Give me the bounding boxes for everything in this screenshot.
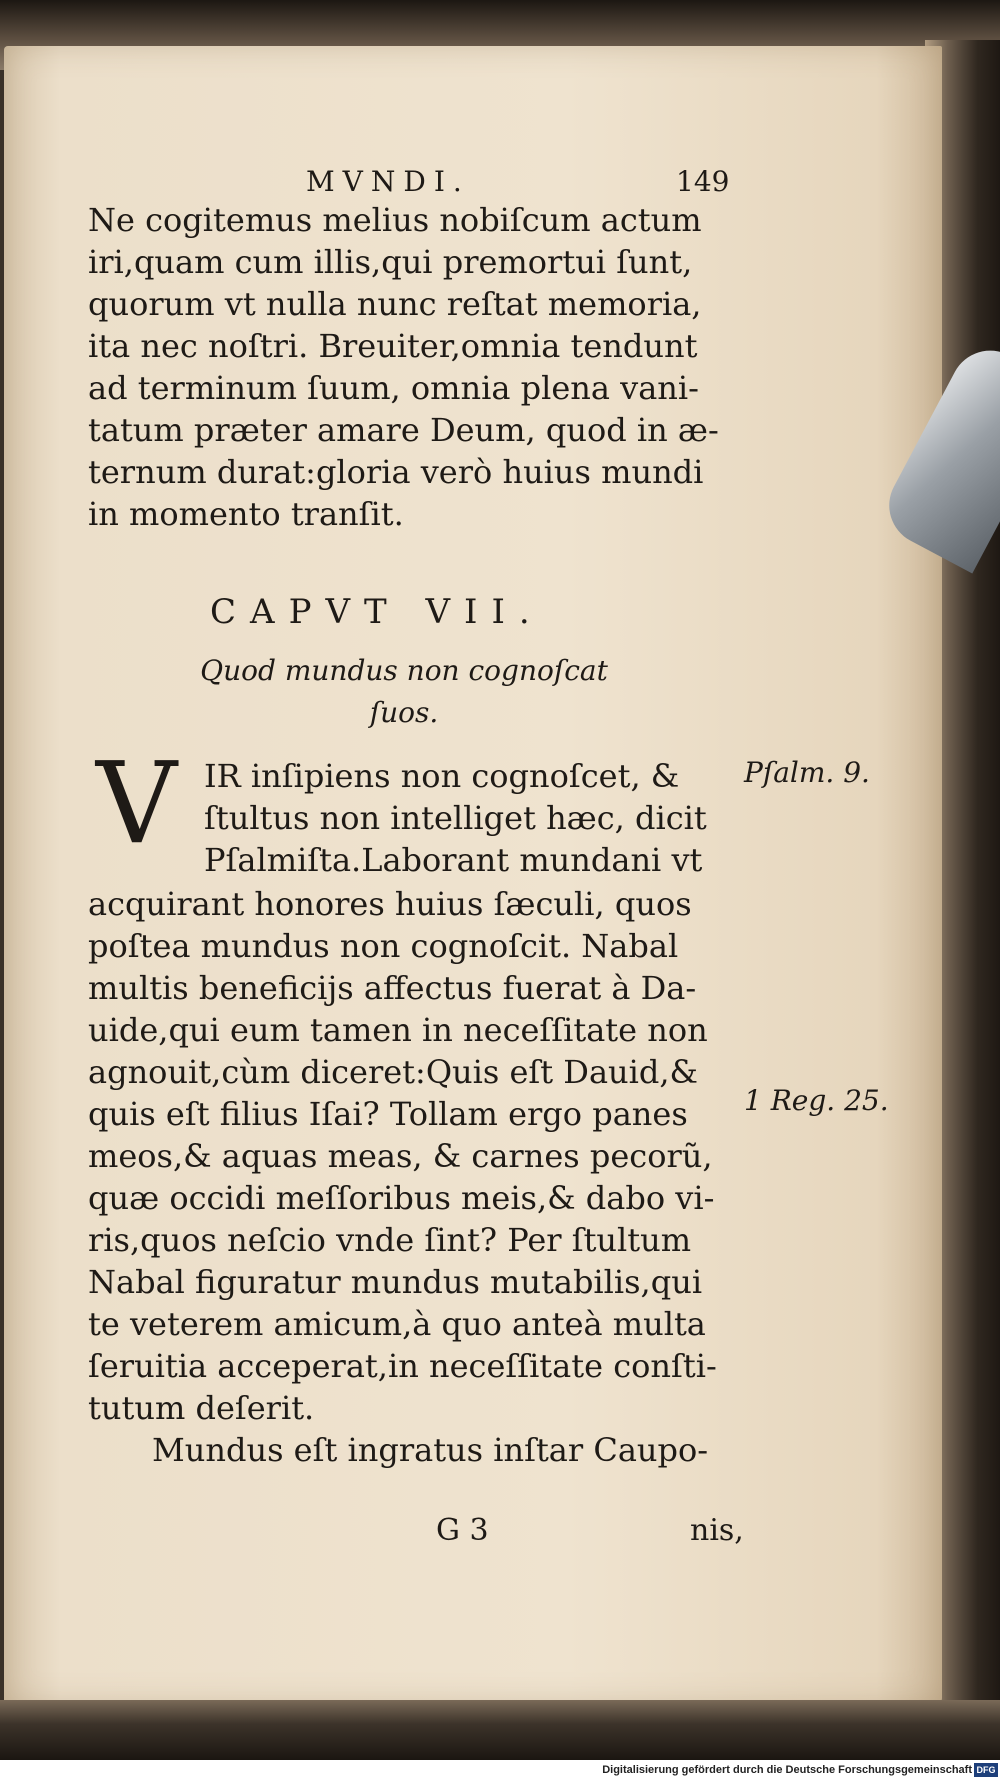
- text-line: acquirant honores huius ſæculi, quos: [88, 885, 692, 923]
- book-binding-bottom: [0, 1700, 1000, 1760]
- text-line: Mundus eſt ingratus inſtar Caupo-: [152, 1431, 709, 1469]
- text-line: quæ occidi meſſoribus meis,& dabo vi-: [88, 1179, 715, 1217]
- text-line: multis beneficijs affectus fuerat à Da-: [88, 969, 697, 1007]
- text-line: in momento tranſit.: [88, 495, 404, 533]
- text-line: IR inſipiens non cognoſcet, &: [204, 757, 680, 795]
- margin-note: Pſalm. 9.: [744, 756, 870, 789]
- text-line: ternum durat:gloria verò huius mundi: [88, 453, 704, 491]
- text-line: uide,qui eum tamen in neceſſitate non: [88, 1011, 708, 1049]
- text-line: ris,quos neſcio vnde ſint? Per ſtultum: [88, 1221, 692, 1259]
- page-number: 149: [676, 165, 730, 198]
- text-line: meos,& aquas meas, & carnes pecorũ,: [88, 1137, 713, 1175]
- text-line: quis eſt filius Iſai? Tollam ergo panes: [88, 1095, 688, 1133]
- margin-note: 1 Reg. 25.: [744, 1084, 889, 1117]
- running-head: MVNDI.: [306, 165, 470, 198]
- text-line: te veterem amicum,à quo anteà multa: [88, 1305, 706, 1343]
- digitization-credit: Digitalisierung gefördert durch die Deutsche Forschungsgemeinschaft: [602, 1764, 972, 1776]
- text-line: Ne cogitemus melius nobiſcum actum: [88, 201, 702, 239]
- text-line: ſeruitia acceperat,in neceſſitate conſti-: [88, 1347, 717, 1385]
- chapter-subtitle: Quod mundus non cognoſcat ſuos.: [200, 654, 608, 729]
- text-line: Nabal figuratur mundus mutabilis,qui: [88, 1263, 703, 1301]
- text-line: tatum præter amare Deum, quod in æ-: [88, 411, 719, 449]
- text-line: agnouit,cùm diceret:Quis eſt Dauid,&: [88, 1053, 699, 1091]
- text-line: iri,quam cum illis,qui premortui ſunt,: [88, 243, 693, 281]
- signature-mark: G 3: [436, 1513, 489, 1548]
- text-line: poſtea mundus non cognoſcit. Nabal: [88, 927, 679, 965]
- chapter-title: CAPVT VII.: [210, 592, 544, 632]
- text-line: ita nec noſtri. Breuiter,omnia tendunt: [88, 327, 698, 365]
- text-line: tutum deſerit.: [88, 1389, 315, 1427]
- dfg-logo-icon: DFG: [974, 1763, 998, 1777]
- text-line: quorum vt nulla nunc reſtat memoria,: [88, 285, 702, 323]
- text-line: ad terminum ſuum, omnia plena vani-: [88, 369, 699, 407]
- footer-strip: [0, 1760, 1000, 1781]
- text-line: Pſalmiſta.Laborant mundani vt: [204, 841, 703, 879]
- text-line: ſtultus non intelliget hæc, dicit: [204, 799, 707, 837]
- catchword: nis,: [690, 1513, 744, 1548]
- drop-cap: V: [96, 739, 177, 869]
